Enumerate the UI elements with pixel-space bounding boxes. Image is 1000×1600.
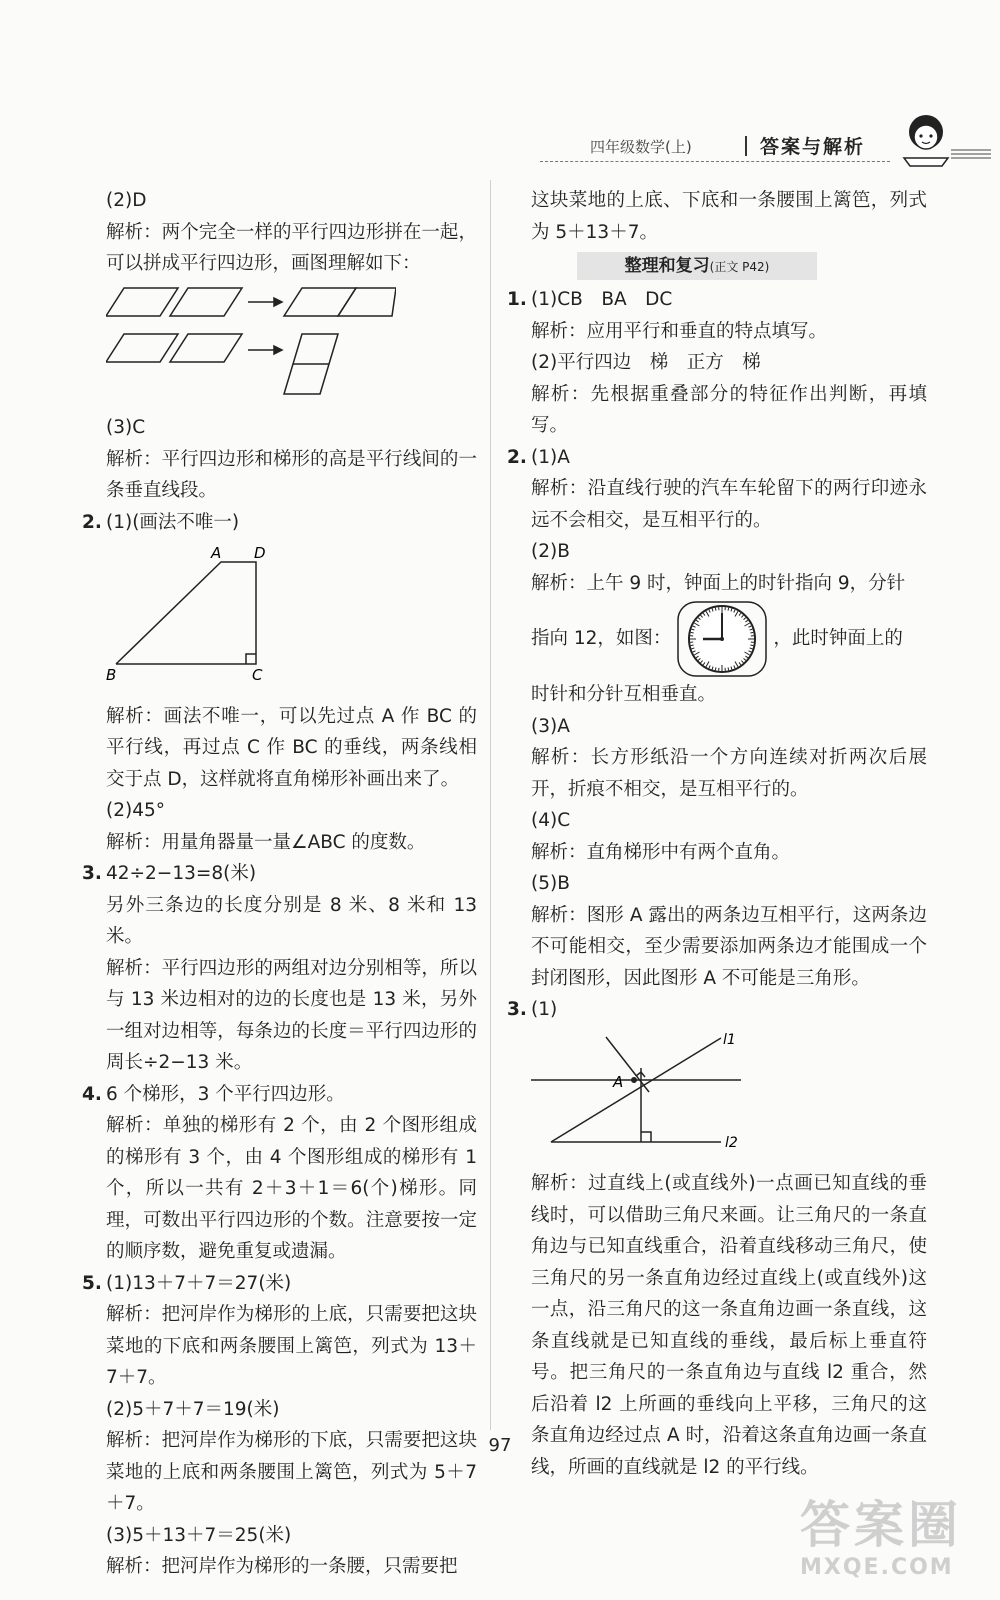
parallelogram-diagram — [106, 286, 396, 396]
review-analysis-2-5: 解析：图形 A 露出的两条边互相平行，这两条边不可能相交，至少需要添加两条边才能围成一个封闭图形，因此图形 A 不可能是三角形。 — [531, 904, 927, 989]
clock-tick — [691, 632, 694, 633]
label-d: D — [254, 544, 266, 562]
analysis-1-3: 解析：平行四边形和梯形的高是平行线间的一条垂直线段。 — [106, 448, 477, 501]
label-b: B — [106, 666, 117, 684]
clock-text-before: 指向 12，如图： — [531, 628, 672, 650]
question-number: 1. — [507, 289, 527, 310]
section-title — [577, 252, 817, 280]
review-analysis-3-1: 解析：过直线上(或直线外)一点画已知直线的垂线时，可以借助三角尺来画。让三角尺的一条直角边与已知直线重合，沿着直线移动三角尺，使三角尺的另一条直角边经过直线上(或直线外)这一点，沿三角尺的这一条直角边画一条直线，这条直线就是已知直线的垂线，最后标上垂直符号。把三角尺的一条直角边与直线 l2 重合，然后沿着 l2 上所画的垂线向上平移，三角尺的这条直角边经过点 A 时，沿着这条直角边画一条直线，所画的直线就是 l2 的平行线。 — [531, 1173, 927, 1478]
analysis-1-2: 解析：两个完全一样的平行四边形拼在一起，可以拼成平行四边形，画图理解如下： — [106, 221, 477, 274]
question-number: 3. — [507, 999, 527, 1020]
answer-1-2: (2)D — [106, 190, 147, 211]
analysis-2-1: 解析：画法不唯一，可以先过点 A 作 BC 的平行线，再过点 C 作 BC 的垂线，两条线相交于点 D，这样就将直角梯形补画出来了。 — [106, 705, 477, 790]
clock-icon — [677, 601, 767, 677]
analysis-5-3-cont: 这块菜地的上底、下底和一条腰围上篱笆，列式为 5＋13＋7。 — [531, 190, 927, 243]
label-l2: l2 — [725, 1134, 738, 1151]
clock-line — [507, 599, 927, 679]
review-answer-2-1: (1)A — [531, 446, 570, 468]
review-answer-2-3: (3)A — [531, 715, 570, 737]
answer-5-1: (1)13＋7＋7＝27(米) — [106, 1272, 292, 1294]
review-answer-2-5: (5)B — [531, 873, 570, 894]
label-a: A — [613, 1072, 624, 1091]
analysis-5-1: 解析：把河岸作为梯形的上底，只需要把这块菜地的下底和两条腰围上篱笆，列式为 13＋7＋7。 — [106, 1304, 477, 1388]
answer-5-2: (2)5＋7＋7＝19(米) — [106, 1398, 280, 1420]
clock-text-after: ，此时钟面上的 — [773, 628, 903, 650]
review-question-3 — [507, 994, 927, 1026]
answer-1-3: (3)C — [106, 417, 146, 438]
review-answer-1-2: (2)平行四边 梯 正方 梯 — [531, 352, 761, 373]
header-grade: 四年级数学(上) — [590, 138, 692, 156]
analysis-4: 解析：单独的梯形有 2 个，由 2 个图形组成的梯形有 3 个，由 4 个图形组成的梯形有 1 个，所以一共有 2＋3＋1＝6(个)梯形。同理，可数出平行四边形的个数。注意要按一定的顺序数，避免重复或遗漏。 — [106, 1115, 477, 1262]
review-analysis-2-2-end: 时针和分针互相垂直。 — [531, 684, 717, 705]
answer-3-line1: 42÷2−13=8(米) — [106, 863, 257, 884]
watermark-url: MXQE.COM — [800, 1555, 954, 1580]
right-trapezoid-diagram — [106, 544, 306, 684]
clock-tick — [716, 608, 717, 611]
review-analysis-1-2: 解析：先根据重叠部分的特征作出判断，再填写。 — [531, 383, 927, 436]
review-answer-1-1: (1)CB BA DC — [531, 289, 673, 310]
question-4 — [82, 1079, 477, 1111]
question-number: 4. — [82, 1083, 102, 1105]
question-number: 2. — [82, 511, 102, 533]
question-5 — [82, 1268, 477, 1300]
clock-tick — [728, 667, 729, 670]
question-number: 2. — [507, 446, 527, 468]
review-analysis-1-1: 解析：应用平行和垂直的特点填写。 — [531, 320, 828, 342]
page-number: 97 — [488, 1435, 512, 1456]
answer-2-2: (2)45° — [106, 800, 165, 821]
question-3 — [82, 858, 477, 890]
answer-4: 6 个梯形，3 个平行四边形。 — [106, 1083, 345, 1105]
section-title-text: 整理和复习 — [624, 256, 710, 276]
question-number: 5. — [82, 1272, 102, 1294]
perpendicular-diagram — [531, 1032, 761, 1152]
watermark — [800, 1495, 990, 1590]
page-header — [540, 130, 1000, 170]
clock-tick — [751, 645, 754, 646]
review-answer-2-2: (2)B — [531, 541, 570, 562]
review-analysis-2-4: 解析：直角梯形中有两个直角。 — [531, 841, 791, 863]
label-c: C — [252, 666, 263, 684]
review-question-1 — [507, 284, 927, 316]
watermark-text: 答案圈 — [800, 1496, 962, 1554]
answer-5-3: (3)5＋13＋7＝25(米) — [106, 1524, 292, 1546]
analysis-3: 解析：平行四边形的两组对边分别相等，所以与 13 米边相对的边的长度也是 13 米，另外一组对边相等，每条边的长度＝平行四边形的周长÷2−13 米。 — [106, 957, 477, 1073]
label-l1: l1 — [723, 1031, 736, 1048]
clock-tick — [751, 632, 754, 633]
section-page-ref: (正文 P42) — [709, 260, 770, 274]
column-divider — [490, 180, 491, 1430]
analysis-5-3: 解析：把河岸作为梯形的一条腰，只需要把 — [106, 1556, 458, 1577]
header-title: 答案与解析 — [760, 136, 866, 158]
analysis-2-2: 解析：用量角器量一量∠ABC 的度数。 — [106, 831, 426, 853]
clock-tick — [728, 608, 729, 611]
mascot-girl-icon — [896, 110, 991, 170]
left-column — [82, 185, 477, 1583]
question-2 — [82, 507, 477, 539]
right-column — [507, 185, 927, 1483]
analysis-5-2: 解析：把河岸作为梯形的下底，只需要把这块菜地的上底和两条腰围上篱笆，列式为 5＋7＋7。 — [106, 1430, 477, 1514]
answer-2-1: (1)(画法不唯一) — [106, 511, 240, 533]
answer-3-line2: 另外三条边的长度分别是 8 米、8 米和 13 米。 — [106, 894, 477, 947]
header-rule — [540, 161, 890, 162]
review-analysis-2-3: 解析：长方形纸沿一个方向连续对折两次后展开，折痕不相交，是互相平行的。 — [531, 747, 927, 800]
clock-tick — [716, 667, 717, 670]
clock-tick — [691, 645, 694, 646]
question-number: 3. — [82, 863, 102, 884]
label-a: A — [211, 544, 222, 562]
header-separator — [745, 136, 747, 156]
review-analysis-2-2: 解析：上午 9 时，钟面上的时针指向 9，分针 — [531, 572, 906, 594]
review-question-2 — [507, 442, 927, 474]
review-analysis-2-1: 解析：沿直线行驶的汽车车轮留下的两行印迹永远不会相交，是互相平行的。 — [531, 478, 927, 531]
review-answer-3-1: (1) — [531, 999, 558, 1020]
review-answer-2-4: (4)C — [531, 810, 571, 831]
